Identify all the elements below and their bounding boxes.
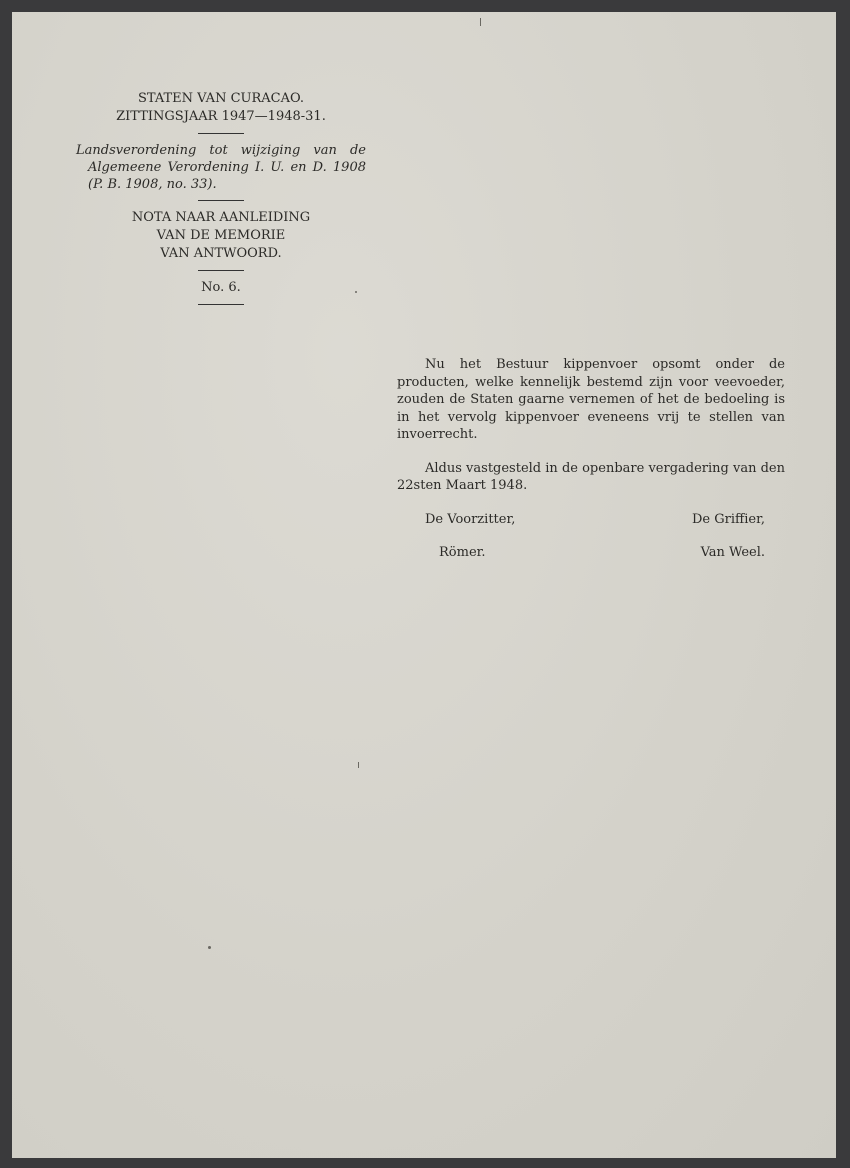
body-paragraph: Nu het Bestuur kippenvoer opsomt onder de producten, welke kennelijk bestemd zijn voor veevoeder, zouden de Staten gaarne vernemen of het de bedoeling is in het vervolg kippenvoer eveneens vrij te stellen van invoerrecht. bbox=[397, 357, 785, 442]
paper-speck bbox=[355, 291, 357, 293]
clerk-name: Van Weel. bbox=[700, 544, 765, 560]
paper-speck bbox=[480, 18, 481, 26]
divider bbox=[198, 270, 244, 271]
divider bbox=[198, 200, 244, 201]
document-type-line-1: NOTA NAAR AANLEIDING bbox=[131, 210, 311, 225]
subject-title: Landsverordening tot wijziging van de Algemeene Verordening I. U. en D. 1908 (P. B. 1908, no. 33). bbox=[76, 143, 366, 192]
divider bbox=[198, 133, 244, 134]
paper-speck bbox=[358, 762, 359, 768]
header-block bbox=[76, 90, 366, 313]
session-year: ZITTINGSJAAR 1947—1948-31. bbox=[116, 109, 326, 124]
chair-name: Römer. bbox=[439, 544, 486, 560]
document-number: No. 6. bbox=[201, 280, 241, 295]
signature-names bbox=[397, 544, 785, 562]
paper-speck bbox=[208, 946, 211, 949]
document-type-line-2: VAN DE MEMORIE bbox=[156, 228, 286, 243]
divider bbox=[198, 304, 244, 305]
document-type-line-3: VAN ANTWOORD. bbox=[160, 246, 282, 261]
adoption-paragraph: Aldus vastgesteld in de openbare vergadering van den 22sten Maart 1948. bbox=[397, 460, 785, 493]
clerk-title: De Griffier, bbox=[691, 511, 765, 527]
chair-title: De Voorzitter, bbox=[425, 511, 516, 527]
document-page bbox=[12, 12, 836, 1158]
body-block bbox=[397, 356, 785, 562]
signature-titles bbox=[397, 511, 785, 529]
issuing-body: STATEN VAN CURACAO. bbox=[137, 91, 305, 106]
